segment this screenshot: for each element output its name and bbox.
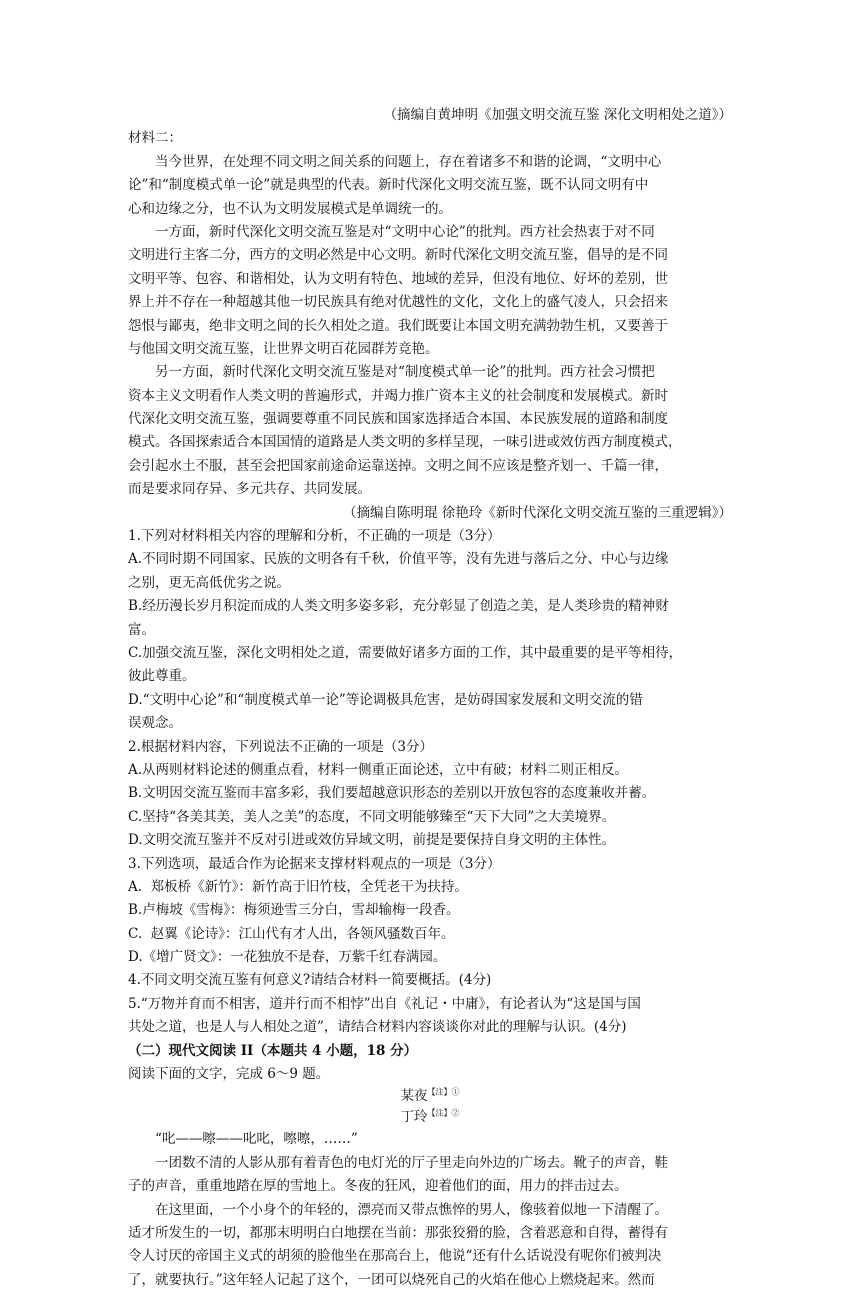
question-line: 富。 <box>128 621 155 638</box>
question-line: 共处之道，也是人与人相处之道”，请结合材料内容谈谈你对此的理解与认识。(4分) <box>128 1019 627 1036</box>
source-citation-2: （摘编自陈明琨 徐艳玲《新时代深化文明交流互鉴的三重逻辑》） <box>342 504 732 521</box>
text-line: 会引起水土不服，甚至会把国家前途命运靠送掉。文明之间不应该是整齐划一、千篇一律， <box>128 457 668 474</box>
question-line: 之别，更无高低优劣之说。 <box>128 574 290 591</box>
questions-block <box>128 525 732 1040</box>
text-line: 一方面，新时代深化文明交流互鉴是对“文明中心论”的批判。西方社会热衷于对不同 <box>128 223 655 240</box>
text-line: 论”和“制度模式单一论”就是典型的代表。新时代深化文明交流互鉴，既不认同文明有中 <box>128 177 649 194</box>
question-line: 彼此尊重。 <box>128 668 196 685</box>
question-line: B.文明因交流互鉴而丰富多彩，我们要超越意识形态的差别以开放包容的态度兼收并蓄。 <box>128 785 656 802</box>
story-title-note: 【注】① <box>427 1087 460 1097</box>
text-line: 文明进行主客二分，西方的文明必然是中心文明。新时代深化文明交流互鉴，倡导的是不同 <box>128 247 668 264</box>
question-line: 误观念。 <box>128 715 182 732</box>
story-title <box>128 1086 732 1107</box>
story-line: 子的声音，重重地踏在厚的雪地上。冬夜的狂风，迎着他们的面，用力的拌击过去。 <box>128 1178 628 1195</box>
question-line: C.加强交流互鉴，深化文明相处之道，需要做好诸多方面的工作，其中最重要的是平等相待， <box>128 644 683 661</box>
reading-instruction: 阅读下面的文字，完成 6～9 题。 <box>128 1066 330 1083</box>
question-line: 2.根据材料内容，下列说法不正确的一项是（3分） <box>128 738 433 755</box>
story-line: 在这里面，一个小身个的年轻的，漂亮而又带点憔悴的男人，像骇着似地一下清醒了。 <box>128 1201 668 1218</box>
text-line: 而是要求同存异、多元共存、共同发展。 <box>128 481 371 498</box>
question-line: 4.不同文明交流互鉴有何意义?请结合材料一简要概括。(4分) <box>128 972 492 989</box>
section-heading: （二）现代文阅读 II（本题共 4 小题，18 分） <box>128 1042 418 1059</box>
question-line: C.坚持“各美其美，美人之美”的态度，不同文明能够臻至“天下大同”之大美境界。 <box>128 808 616 825</box>
question-line: C. 赵翼《论诗》：江山代有才人出，各领风骚数百年。 <box>128 925 455 942</box>
story-line: 令人讨厌的帝国主义式的胡须的脸他坐在那高台上，他说“还有什么话说没有呢你们被判决 <box>128 1248 662 1265</box>
story-author <box>128 1107 732 1128</box>
story-line: “叱——嚓——叱叱，嚓嚓，……” <box>128 1131 358 1148</box>
story-title-text: 某夜 <box>400 1088 428 1105</box>
exam-page <box>128 104 732 1292</box>
question-line: A.不同时期不同国家、民族的文明各有千秋，价值平等，没有先进与落后之分、中心与边缘 <box>128 551 669 568</box>
question-line: D.“文明中心论”和“制度模式单一论”等论调极具危害，是妨碍国家发展和文明交流的错 <box>128 691 643 708</box>
question-line: B.经历漫长岁月积淀而成的人类文明多姿多彩，充分彰显了创造之美，是人类珍贵的精神财 <box>128 598 669 615</box>
question-line: 5.“万物并育而不相害，道并行而不相悖”出自《礼记・中庸》，有论者认为“这是国与国 <box>128 995 641 1012</box>
text-line: 代深化文明交流互鉴，强调要尊重不同民族和国家选择适合本国、本民族发展的道路和制度 <box>128 411 668 428</box>
story-author-note: 【注】② <box>427 1108 460 1118</box>
question-line: A. 郑板桥《新竹》：新竹高于旧竹枝，全凭老干为扶持。 <box>128 878 468 895</box>
material-two-body <box>128 151 732 502</box>
source-citation-1: （摘编自黄坤明《加强文明交流互鉴 深化文明相处之道》） <box>383 107 732 123</box>
text-line: 当今世界，在处理不同文明之间关系的问题上，存在着诸多不和谐的论调，“文明中心 <box>128 153 662 170</box>
question-line: D.《增广贤文》：一花独放不是春，万紫千红春满园。 <box>128 949 447 966</box>
text-line: 资本主义文明看作人类文明的普遍形式，并竭力推广资本主义的社会制度和发展模式。新时 <box>128 387 668 404</box>
story-body <box>128 1128 732 1292</box>
story-line: 一团数不清的人影从那有着青色的电灯光的厅子里走向外边的广场去。靴子的声音，鞋 <box>128 1154 668 1171</box>
text-line: 模式。各国探索适合本国国情的道路是人类文明的多样呈现，一味引进或效仿西方制度模式， <box>128 434 682 451</box>
text-line: 界上并不存在一种超越其他一切民族具有绝对优越性的文化，文化上的盛气凌人，只会招来 <box>128 294 668 311</box>
story-author-text: 丁玲 <box>400 1109 428 1126</box>
story-line: 适才所发生的一切，都那末明明白白地摆在当前：那张狡猾的脸，含着恶意和自得，蓄得有 <box>128 1224 668 1241</box>
text-line: 怨恨与鄙夷，绝非文明之间的长久相处之道。我们既要让本国文明充满勃勃生机，又要善于 <box>128 317 668 334</box>
question-line: 3.下列选项，最适合作为论据来支撑材料观点的一项是（3分） <box>128 855 501 872</box>
text-line: 心和边缘之分，也不认为文明发展模式是单调统一的。 <box>128 200 452 217</box>
material-two-heading: 材料二： <box>128 130 182 147</box>
question-line: A.从两则材料论述的侧重点看，材料一侧重正面论述，立中有破；材料二则正相反。 <box>128 761 629 778</box>
text-line: 文明平等、包容、和谐相处，认为文明有特色、地域的差异，但没有地位、好坏的差别，世 <box>128 270 668 287</box>
question-line: B.卢梅坡《雪梅》：梅须逊雪三分白，雪却输梅一段香。 <box>128 902 460 919</box>
text-line: 另一方面，新时代深化文明交流互鉴是对“制度模式单一论”的批判。西方社会习惯把 <box>128 364 655 381</box>
question-line: 1.下列对材料相关内容的理解和分析，不正确的一项是（3分） <box>128 528 501 545</box>
question-line: D.文明交流互鉴并不反对引进或效仿异域文明，前提是要保持自身文明的主体性。 <box>128 832 616 849</box>
text-line: 与他国文明交流互鉴，让世界文明百花园群芳竞艳。 <box>128 340 439 357</box>
story-line: 了，就要执行。”这年轻人记起了这个，一团可以烧死自己的火焰在他心上燃烧起来。然而 <box>128 1271 655 1288</box>
